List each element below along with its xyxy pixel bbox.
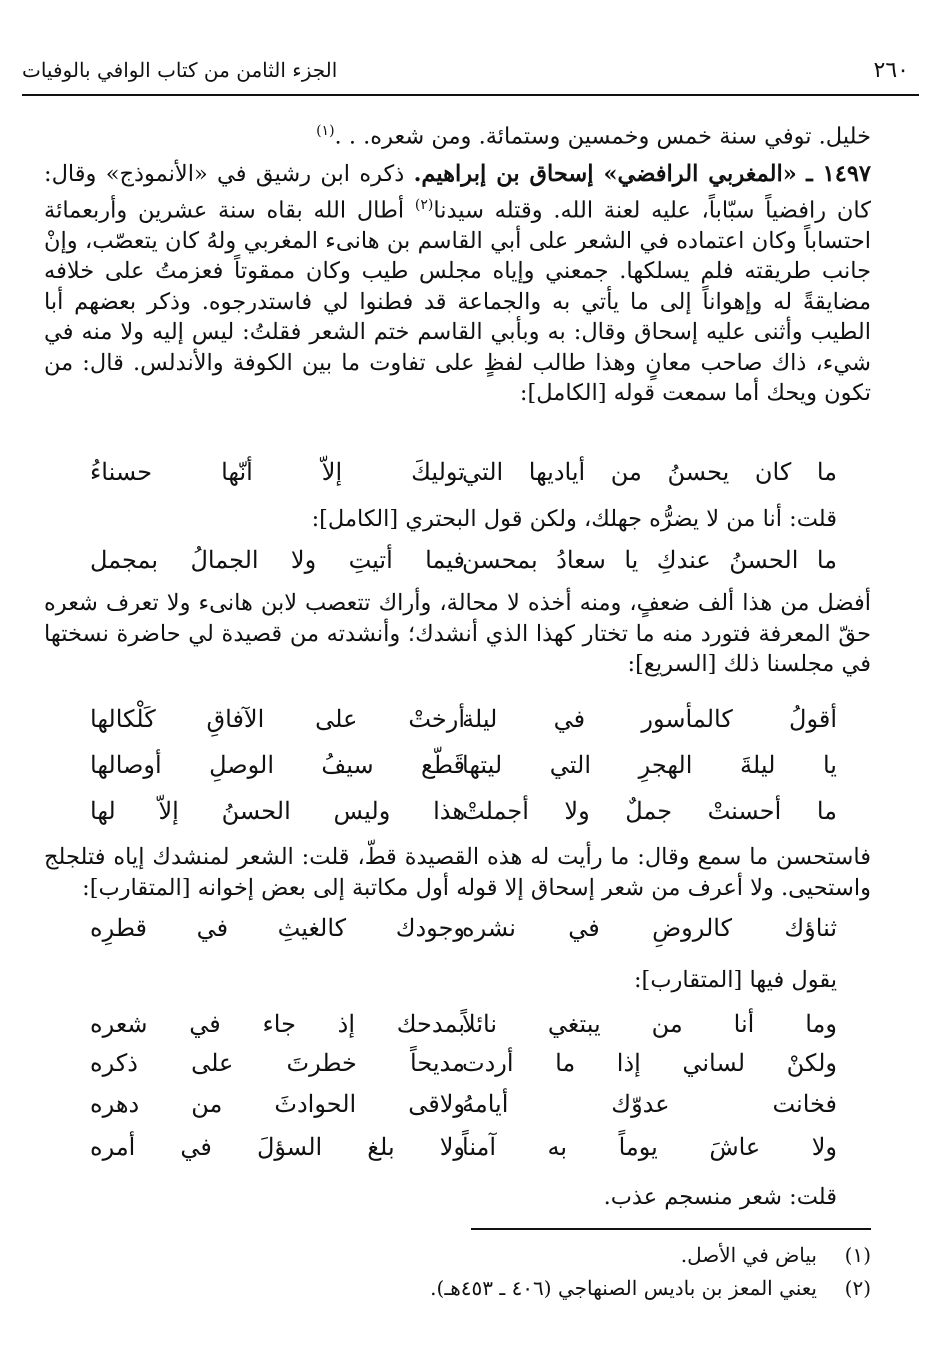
running-title: الجزء الثامن من كتاب الوافي بالوفيات — [22, 58, 338, 82]
page-number: ٢٦٠ — [873, 58, 909, 83]
quote-line-1: قلت: أنا من لا يضرُّه جهلك، ولكن قول البحتري [الكامل]: — [311, 506, 837, 532]
verse-line — [90, 546, 837, 580]
verse-second-hemistich: قَطّع سيفُ الوصلِ أوصالها — [90, 751, 465, 779]
verse-line — [90, 1090, 837, 1124]
paragraph-entry-1497 — [44, 159, 871, 409]
verse-line — [90, 914, 837, 948]
verse-first-hemistich: ولا عاشَ يوماً به آمناً — [462, 1133, 837, 1161]
verse-first-hemistich: ثناؤك كالروضِ في نشره — [462, 914, 837, 942]
quote-line-3: قلت: شعر منسجم عذب. — [603, 1184, 837, 1210]
entry-text-2: أطال الله بقاه سنة عشرين وأربعمائة احتساباً وكان اعتماده في الشعر على أبي القاسم بن هانىء المغربي ولهُ كان يتعصّب، وإنْ جانب طريقته فلم يسلكها. جمعني وإياه مجلس طيب وكان ممقوتاً فعزمتُ على خلافه مضايقةً له وإهواناً إلى ما يأتي به والجماعة قد فطنوا لي فاستدرجوه. وذكر بعضهم أبا الطيب وأثنى عليه إسحاق وقال: به وبأبي القاسم ختم الشعر فقلتُ: ليس إليه ولا منه في شيء، ذاك صاحب معانٍ وهذا طالب لفظٍ على تفاوت ما بين الكوفة والأندلس. قال: من تكون ويحك أما سمعت قوله [الكامل]: — [44, 197, 871, 406]
verse-line — [90, 797, 837, 831]
verse-line — [90, 1010, 837, 1044]
verse-second-hemistich: هذا وليس الحسنُ إلاّ لها — [90, 797, 465, 825]
verse-second-hemistich: مديحاً خطرتَ على ذكره — [90, 1049, 465, 1077]
verse-second-hemistich: أرختْ على الآفاقِ كَلْكالها — [90, 705, 465, 733]
verse-line — [90, 751, 837, 785]
verse-line — [90, 458, 837, 492]
entry-text-1: ذكره ابن رشيق في «الأنموذج» وقال: كان رافضياً سبّاباً، عليه لعنة الله. وقتله سيدنا — [44, 161, 871, 223]
footnote-1 — [681, 1243, 871, 1267]
verse-first-hemistich: ولكنْ لساني إذا ما أردت — [462, 1049, 837, 1077]
footnote-text: بياض في الأصل. — [680, 1243, 817, 1267]
paragraph-1-text: خليل. توفي سنة خمس وخمسين وستمائة. ومن شعره. . . — [334, 123, 871, 150]
verse-second-hemistich: بمدحك إذ جاء في شعره — [90, 1010, 465, 1038]
verse-first-hemistich: ما كان يحسنُ من أياديها التي — [462, 458, 837, 486]
paragraph-1 — [44, 116, 871, 152]
verse-second-hemistich: توليكَ إلاّ أنّها حسناءُ — [90, 458, 465, 486]
verse-first-hemistich: يا ليلةَ الهجرِ التي ليتها — [462, 751, 837, 779]
verse-first-hemistich: فخانت عدوّك أيامهُ — [462, 1090, 837, 1118]
verse-second-hemistich: فيما أتيتِ ولا الجمالُ بمجمل — [90, 546, 465, 574]
verse-first-hemistich: أقولُ كالمأسور في ليلة — [462, 705, 837, 733]
footnote-divider — [471, 1228, 871, 1230]
entry-number: ١٤٩٧ ـ — [806, 161, 871, 187]
entry-name: «المغربي الرافضي» إسحاق بن إبراهيم. — [413, 161, 797, 187]
footnote-ref-2: (٢) — [414, 196, 434, 213]
verse-first-hemistich: ما الحسنُ عندكِ يا سعادُ بمحسن — [462, 546, 837, 574]
verse-line — [90, 705, 837, 739]
footnote-2 — [430, 1276, 871, 1300]
footnote-ref-1: (١) — [316, 123, 335, 139]
verse-line — [90, 1133, 837, 1167]
verse-second-hemistich: ولاقى الحوادثَ من دهره — [90, 1090, 465, 1118]
paragraph-4: فاستحسن ما سمع وقال: ما رأيت له هذه القصيدة قطّ، قلت: الشعر لمنشدك إياه فتلجلج واستحيى. ولا أعرف من شعر إسحاق إلا قوله أول مكاتبة إلى بعض إخوانه [المتقارب]: — [44, 844, 871, 901]
page-header — [22, 50, 919, 96]
footnote-number: (٢) — [844, 1276, 871, 1300]
footnote-text: يعني المعز بن باديس الصنهاجي (٤٠٦ ـ ٤٥٣هـ). — [430, 1276, 817, 1300]
verse-line — [90, 1049, 837, 1083]
verse-first-hemistich: وما أنا من يبتغي نائلاً — [462, 1010, 837, 1038]
verse-second-hemistich: ولا بلغ السؤلَ في أمره — [90, 1133, 465, 1161]
paragraph-3: أفضل من هذا ألف ضعفٍ، ومنه أخذه لا محالة، وأراك تتعصب لابن هانىء ولا تعرف شعره حقّ المعرفة فتورد منه ما تختار كهذا الذي أنشدك؛ وأنشدته من قصيدة لي حاضرة نسختها في مجلسنا ذلك [السريع]: — [44, 590, 871, 677]
verse-first-hemistich: ما أحسنتْ جملٌ ولا أجملتْ — [462, 797, 837, 825]
footnote-number: (١) — [844, 1243, 871, 1267]
quote-line-2: يقول فيها [المتقارب]: — [633, 967, 837, 993]
verse-second-hemistich: وجودك كالغيثِ في قطرِه — [90, 914, 465, 942]
